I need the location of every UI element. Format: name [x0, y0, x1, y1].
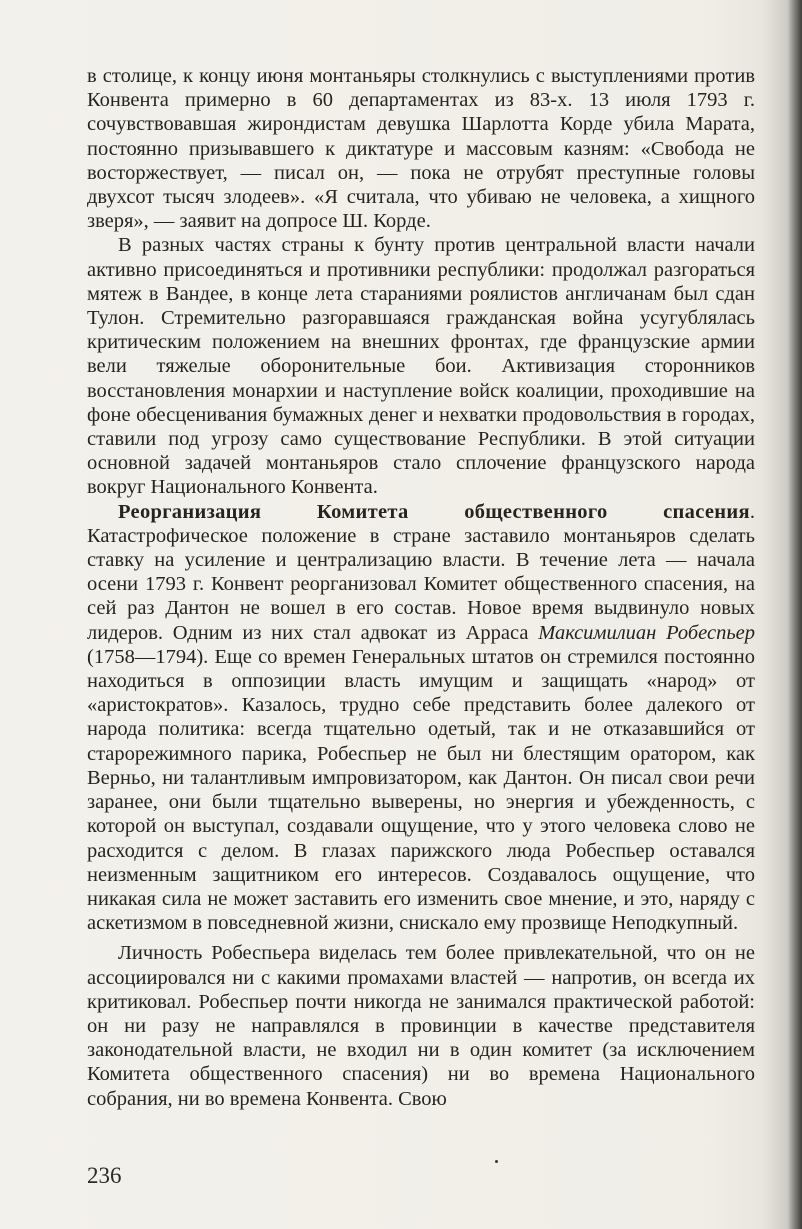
- speck-mark: [495, 1160, 498, 1163]
- person-name: Максимилиан Робеспьер: [538, 621, 756, 644]
- paragraph-3-text-a: . Катастрофическое положение в стране заставило монтаньяров сделать ставку на усиление и централизацию власти. В течение лета — начала осени 1793 г. Конвент реорганизовал Комитет общественного спасения, на сей раз Дантон не вошел в его состав. Новое время выдвинуло новых лидеров. Одним из них стал адвокат из Арраса: [87, 500, 755, 644]
- paragraph-2: В разных частях страны к бунту против центральной власти начали активно присоединяться и противники республики: продолжал разгораться мятеж в Вандее, в конце лета стараниями роялистов англичанам был сдан Тулон. Стремительно разгоравшаяся гражданская война усугублялась критическим положением на внешних фронтах, где французские армии вели тяжелые оборонительные бои. Активизация сторонников восстановления монархии и наступление войск коалиции, проходившие на фоне обесценивания бумажных денег и нехватки продовольствия в городах, ставили под угрозу само существование Республики. В этой ситуации основной задачей монтаньяров стало сплочение французского народа вокруг Национального Конвента.: [87, 234, 755, 499]
- paragraph-4: Личность Робеспьера виделась тем более привлекательной, что он не ассоциировался ни с какими промахами властей — напротив, он всегда их критиковал. Робеспьер почти никогда не занимался практической работой: он ни разу не направлялся в провинции в качестве представителя законодательной власти, не входил ни в один комитет (за исключением Комитета общественного спасения) ни во времена Национального собрания, ни во времена Конвента. Свою: [87, 942, 755, 1110]
- paragraph-1: в столице, к концу июня монтаньяры столкнулись с выступлениями против Конвента примерно в 60 департаментах из 83-х. 13 июля 1793 г. сочувствовавшая жирондистам девушка Шарлотта Корде убила Марата, постоянно призывавшего к диктатуре и массовым казням: «Свобода не восторжествует, — писал он, — пока не отрубят преступные головы двухсот тысяч злодеев». «Я считала, что убиваю не человека, а хищного зверя», — заявит на допросе Ш. Корде.: [87, 65, 755, 233]
- body-text: [87, 64, 755, 1111]
- paragraph-3: [87, 500, 755, 936]
- section-heading: Реорганизация Комитета общественного спасения: [118, 500, 750, 523]
- book-spine-shadow: [788, 0, 802, 1229]
- page-number: 236: [87, 1163, 122, 1188]
- paragraph-3-text-b: (1758—1794). Еще со времен Генеральных штатов он стремился постоянно находиться в оппозиции власть имущим и защищать «народ» от «аристократов». Казалось, трудно себе представить более далекого от народа политика: всегда тщательно одетый, так и не отказавшийся от старорежимного парика, Робеспьер не был ни блестящим оратором, как Верньо, ни талантливым импровизатором, как Дантон. Он писал свои речи заранее, они были тщательно выверены, но энергия и убежденность, с которой он выступал, создавали ощущение, что у этого человека слово не расходится с делом. В глазах парижского люда Робеспьер оставался неизменным защитником его интересов. Создавалось ощущение, что никакая сила не может заставить его изменить свое мнение, и это, наряду с аскетизмом в повседневной жизни, снискало ему прозвище Неподкупный.: [87, 645, 755, 935]
